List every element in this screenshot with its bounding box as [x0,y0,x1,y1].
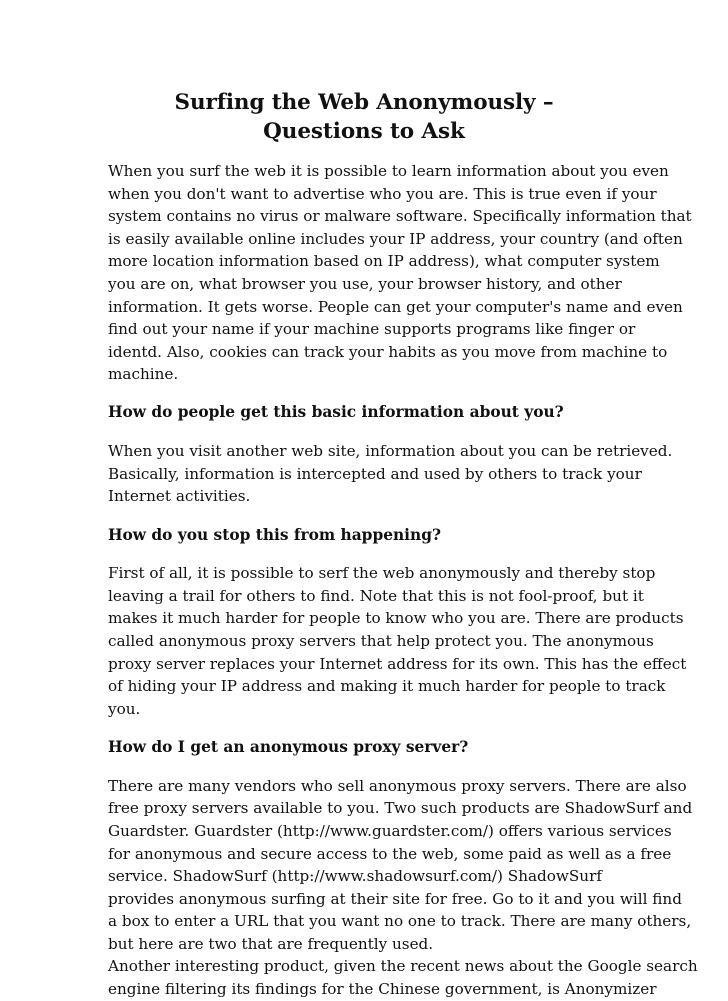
text-line: service. ShadowSurf (http://www.shadowsurf.com/) ShadowSurf [108,867,602,886]
text-line: you are on, what browser you use, your browser history, and other [108,274,622,293]
section-heading-info: How do people get this basic information about you? [108,403,564,422]
intro-paragraph [108,160,692,386]
text-line: information. It gets worse. People can get your computer's name and even [108,297,683,316]
text-line: when you don't want to advertise who you are. This is true even if your [108,184,657,203]
title-line-1: Surfing the Web Anonymously – [174,90,554,115]
text-line: but here are two that are frequently used. [108,934,434,953]
text-line: Guardster. Guardster (http://www.guardster.com/) offers various services [108,821,672,840]
text-line: machine. [108,365,179,384]
text-line: called anonymous proxy servers that help protect you. The anonymous [108,632,654,651]
text-line: First of all, it is possible to serf the web anonymously and thereby stop [108,564,656,583]
text-line: Another interesting product, given the recent news about the Google search [108,957,698,976]
text-line: find out your name if your machine supports programs like finger or [108,320,636,339]
text-line: more location information based on IP address), what computer system [108,252,660,271]
proxy-paragraph [108,775,698,1001]
text-line: system contains no virus or malware software. Specifically information that [108,207,692,226]
stop-paragraph [108,562,687,720]
text-line: When you visit another web site, information about you can be retrieved. [108,442,673,461]
text-line: When you surf the web it is possible to learn information about you even [108,162,669,180]
title-line-2: Questions to Ask [263,119,465,144]
text-line: a box to enter a URL that you want no one to track. There are many others, [108,912,692,931]
text-line: for anonymous and secure access to the web, some paid as well as a free [108,844,672,863]
text-line: provides anonymous surfing at their site for free. Go to it and you will find [108,889,682,908]
section-heading-proxy: How do I get an anonymous proxy server? [108,737,469,756]
text-line: leaving a trail for others to find. Note that this is not fool-proof, but it [108,586,644,605]
section-heading-stop: How do you stop this from happening? [108,525,442,544]
document-body [108,160,698,1001]
text-line: There are many vendors who sell anonymous proxy servers. There are also [108,776,687,795]
text-line: identd. Also, cookies can track your habits as you move from machine to [108,342,668,361]
info-paragraph [108,440,673,508]
text-line: engine filtering its findings for the Chinese government, is Anonymizer [108,980,657,999]
text-line: makes it much harder for people to know who you are. There are products [108,609,684,628]
text-line: proxy server replaces your Internet address for its own. This has the effect [108,654,687,673]
text-line: of hiding your IP address and making it much harder for people to track [108,677,666,696]
text-line: is easily available online includes your IP address, your country (and often [108,229,683,248]
text-line: Internet activities. [108,487,251,506]
text-line: Basically, information is intercepted and used by others to track your [108,464,642,483]
text-line: free proxy servers available to you. Two such products are ShadowSurf and [108,799,693,818]
text-line: you. [108,699,141,718]
page-title [60,88,668,146]
